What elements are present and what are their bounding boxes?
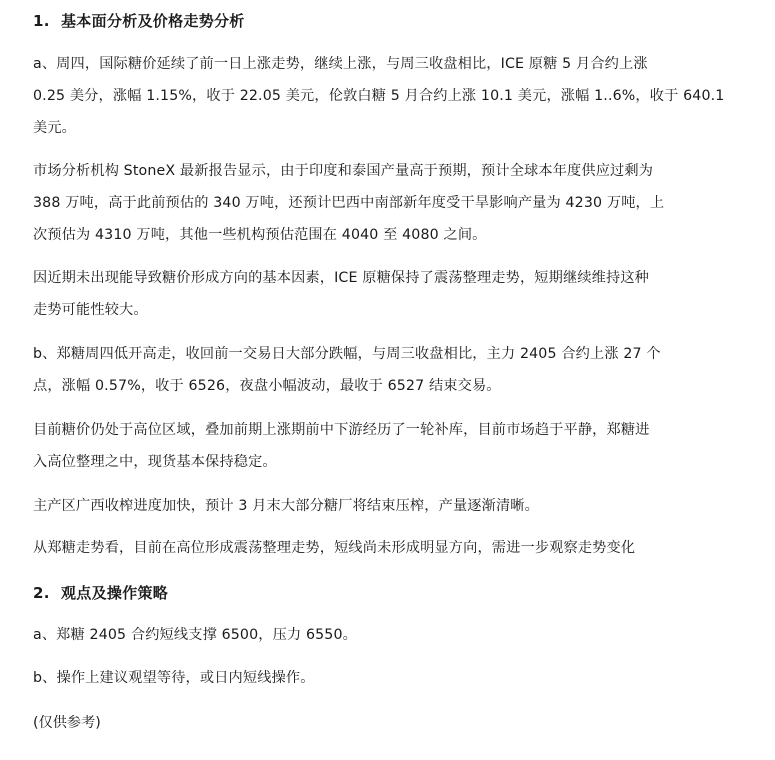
paragraph-line: a、郑糖 2405 合约短线支撑 6500，压力 6550。 (33, 627, 357, 643)
paragraph-line: 走势可能性较大。 (33, 302, 148, 318)
section-1-number: 1. (33, 12, 50, 30)
paragraph-line: b、郑糖周四低开高走，收回前一交易日大部分跌幅，与周三收盘相比，主力 2405 合约上涨 27 个 (33, 346, 661, 362)
paragraph-price-level (33, 414, 745, 478)
paragraph-line: 0.25 美分，涨幅 1.15%，收于 22.05 美元，伦敦白糖 5 月合约上涨 10.1 美元，涨幅 1..6%，收于 640.1 (33, 88, 725, 104)
paragraph-line: 美元。 (33, 120, 77, 136)
paragraph-line: 目前糖价仍处于高位区域，叠加前期上涨期前中下游经历了一轮补库，目前市场趋于平静，郑糖进 (33, 422, 650, 438)
paragraph-trend-outlook (33, 532, 745, 564)
paragraph-line: 点，涨幅 0.57%，收于 6526，夜盘小幅波动，最收于 6527 结束交易。 (33, 378, 501, 394)
paragraph-support-resistance (33, 619, 745, 651)
paragraph-operation-advice (33, 662, 745, 694)
paragraph-line: b、操作上建议观望等待，或日内短线操作。 (33, 670, 315, 686)
paragraph-ice-trend (33, 262, 745, 326)
section-2-title: 观点及操作策略 (61, 584, 169, 602)
paragraph-guangxi-crushing (33, 490, 745, 522)
paragraph-line: 市场分析机构 StoneX 最新报告显示，由于印度和泰国产量高于预期，预计全球本年度供应过剩为 (33, 163, 654, 179)
paragraph-line: 次预估为 4310 万吨，其他一些机构预估范围在 4040 至 4080 之间。 (33, 227, 487, 243)
paragraph-zhengzhou-sugar (33, 338, 745, 402)
reference-note: (仅供参考) (33, 715, 101, 731)
paragraph-intl-sugar (33, 48, 745, 144)
paragraph-line: 因近期未出现能导致糖价形成方向的基本因素，ICE 原糖保持了震荡整理走势，短期继续维持这种 (33, 270, 650, 286)
paragraph-line: 388 万吨，高于此前预估的 340 万吨，还预计巴西中南部新年度受干旱影响产量为 4230 万吨，上 (33, 195, 665, 211)
paragraph-line: a、周四，国际糖价延续了前一日上涨走势，继续上涨，与周三收盘相比，ICE 原糖 5 月合约上涨 (33, 56, 648, 72)
paragraph-line: 入高位整理之中，现货基本保持稳定。 (33, 454, 277, 470)
paragraph-stonex-report (33, 155, 745, 251)
section-1-title: 基本面分析及价格走势分析 (61, 12, 245, 30)
paragraph-line: 主产区广西收榨进度加快，预计 3 月末大部分糖厂将结束压榨，产量逐渐清晰。 (33, 498, 539, 514)
section-2-number: 2. (33, 584, 50, 602)
section-1-heading (33, 10, 245, 31)
section-2-heading (33, 582, 168, 603)
paragraph-line: 从郑糖走势看，目前在高位形成震荡整理走势，短线尚未形成明显方向，需进一步观察走势变化 (33, 540, 636, 556)
